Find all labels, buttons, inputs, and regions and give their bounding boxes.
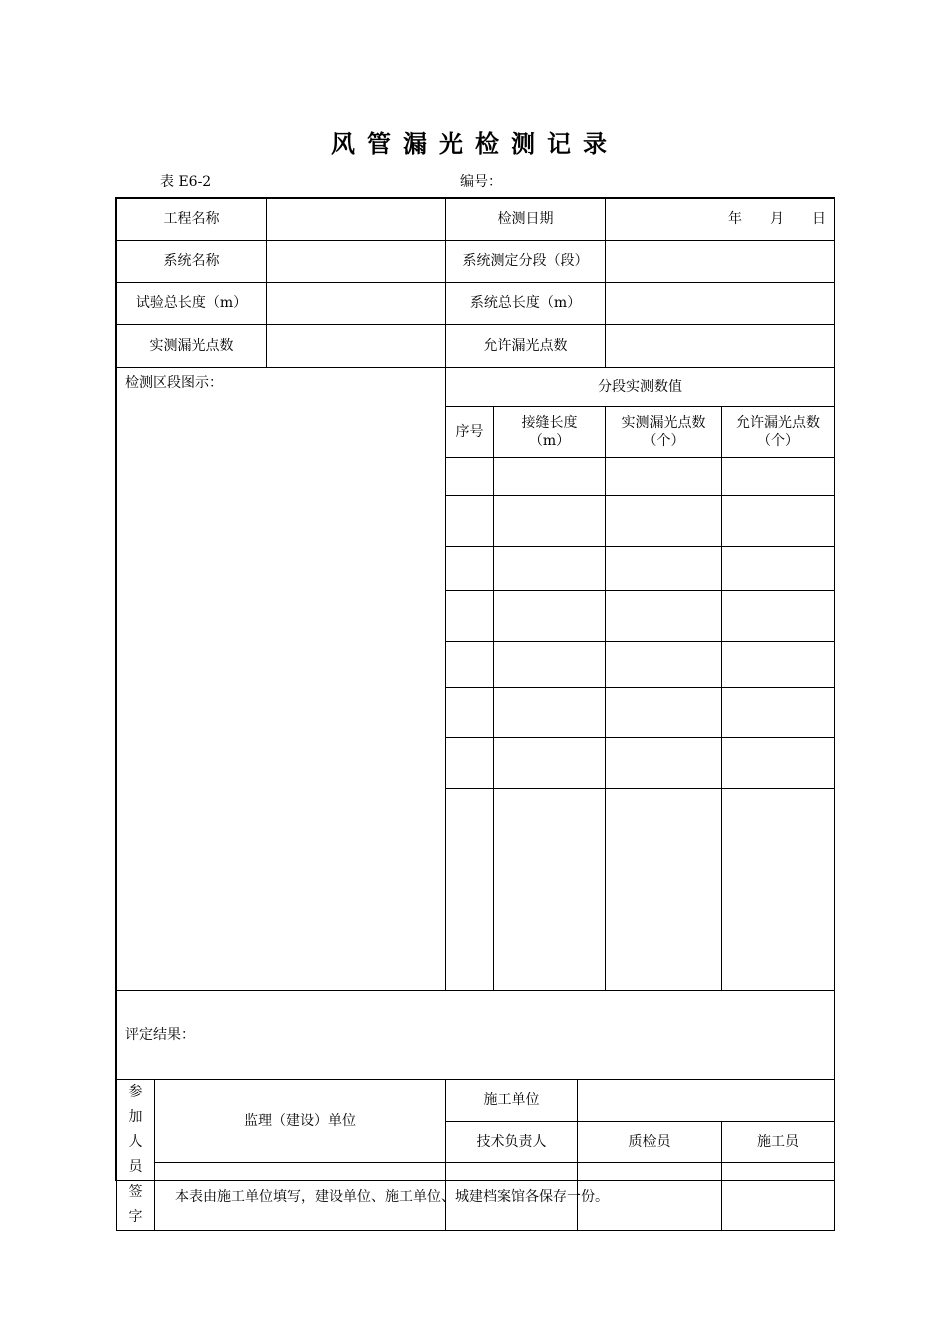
supervisor-label: 监理（建设）单位: [155, 1080, 446, 1163]
constructor-label: 施工员: [722, 1121, 835, 1163]
segment-no-cell[interactable]: [446, 738, 494, 789]
segment-seam-length-cell[interactable]: [494, 789, 606, 991]
col-allowed-unit: （个）: [757, 433, 799, 449]
segment-measured-cell[interactable]: [606, 496, 722, 547]
construction-unit-label: 施工单位: [446, 1080, 578, 1122]
footnote: 本表由施工单位填写，建设单位、施工单位、城建档案馆各保存一份。: [175, 1189, 609, 1205]
test-date-label: 检测日期: [446, 199, 606, 241]
date-year: 年: [728, 211, 742, 228]
quality-inspector-label: 质检员: [578, 1121, 722, 1163]
segment-seam-length-cell[interactable]: [494, 642, 606, 688]
participants-char: 加: [128, 1109, 143, 1125]
segment-allowed-cell[interactable]: [722, 496, 835, 547]
segment-measured-cell[interactable]: [606, 688, 722, 738]
segment-allowed-cell[interactable]: [722, 688, 835, 738]
tech-lead-label: 技术负责人: [446, 1121, 578, 1163]
col-measured-title: 实测漏光点数: [621, 414, 706, 431]
col-allowed-title: 允许漏光点数: [736, 414, 820, 431]
col-measured-header: [606, 407, 722, 458]
segment-measured-cell[interactable]: [606, 458, 722, 496]
col-allowed-header: [722, 407, 835, 458]
segment-measured-cell[interactable]: [606, 738, 722, 789]
measured-leak-points-label: 实测漏光点数: [117, 325, 267, 368]
date-day: 日: [812, 211, 826, 228]
project-name-label: 工程名称: [117, 199, 267, 241]
col-seam-length-unit: （m）: [528, 433, 571, 449]
section-diagram-label: 检测区段图示：: [125, 375, 223, 391]
system-segment-field[interactable]: [606, 241, 835, 283]
col-measured-unit: （个）: [642, 433, 685, 449]
segment-measured-cell[interactable]: [606, 789, 722, 991]
system-segment-label: 系统测定分段（段）: [446, 241, 606, 283]
system-total-length-label: 系统总长度（m）: [446, 283, 606, 325]
constructor-signature[interactable]: [722, 1163, 835, 1231]
participants-char: 人: [128, 1134, 143, 1150]
construction-unit-field[interactable]: [578, 1080, 835, 1122]
test-date-field[interactable]: [606, 199, 835, 241]
leak-test-form: [116, 198, 835, 1231]
participants-char: 参: [128, 1084, 143, 1100]
segment-measured-cell[interactable]: [606, 591, 722, 642]
segment-no-cell[interactable]: [446, 688, 494, 738]
segment-measured-cell[interactable]: [606, 547, 722, 591]
form-code: 表 E6-2: [160, 174, 212, 190]
segment-allowed-cell[interactable]: [722, 547, 835, 591]
segment-allowed-cell[interactable]: [722, 458, 835, 496]
segment-measured-cell[interactable]: [606, 642, 722, 688]
segment-seam-length-cell[interactable]: [494, 688, 606, 738]
page-title: 风管漏光检测记录: [331, 130, 619, 158]
segment-seam-length-cell[interactable]: [494, 547, 606, 591]
test-total-length-field[interactable]: [267, 283, 446, 325]
segment-seam-length-cell[interactable]: [494, 738, 606, 789]
col-seam-length-header: [494, 407, 606, 458]
allowed-leak-points-field[interactable]: [606, 325, 835, 368]
col-seam-length-title: 接缝长度: [521, 414, 578, 431]
segment-seam-length-cell[interactable]: [494, 458, 606, 496]
participants-char: 员: [128, 1159, 143, 1175]
segment-allowed-cell[interactable]: [722, 642, 835, 688]
participants-char: 签: [128, 1184, 143, 1200]
col-no-header: 序号: [446, 407, 494, 458]
segment-allowed-cell[interactable]: [722, 591, 835, 642]
system-name-label: 系统名称: [117, 241, 267, 283]
segment-no-cell[interactable]: [446, 547, 494, 591]
segment-no-cell[interactable]: [446, 789, 494, 991]
evaluation-label: 评定结果：: [125, 1026, 195, 1043]
system-name-field[interactable]: [267, 241, 446, 283]
segment-no-cell[interactable]: [446, 496, 494, 547]
segment-no-cell[interactable]: [446, 591, 494, 642]
segment-allowed-cell[interactable]: [722, 789, 835, 991]
number-label: 编号：: [460, 174, 502, 190]
segment-no-cell[interactable]: [446, 458, 494, 496]
project-name-field[interactable]: [267, 199, 446, 241]
measured-leak-points-field[interactable]: [267, 325, 446, 368]
evaluation-area[interactable]: [117, 991, 835, 1080]
allowed-leak-points-label: 允许漏光点数: [446, 325, 606, 368]
section-diagram-area[interactable]: [117, 368, 446, 991]
segment-allowed-cell[interactable]: [722, 738, 835, 789]
segment-values-header: 分段实测数值: [446, 368, 835, 407]
date-month: 月: [770, 211, 784, 228]
participants-char: 字: [128, 1209, 143, 1225]
segment-seam-length-cell[interactable]: [494, 591, 606, 642]
segment-no-cell[interactable]: [446, 642, 494, 688]
participants-label: [117, 1080, 155, 1231]
system-total-length-field[interactable]: [606, 283, 835, 325]
segment-seam-length-cell[interactable]: [494, 496, 606, 547]
test-total-length-label: 试验总长度（m）: [117, 283, 267, 325]
